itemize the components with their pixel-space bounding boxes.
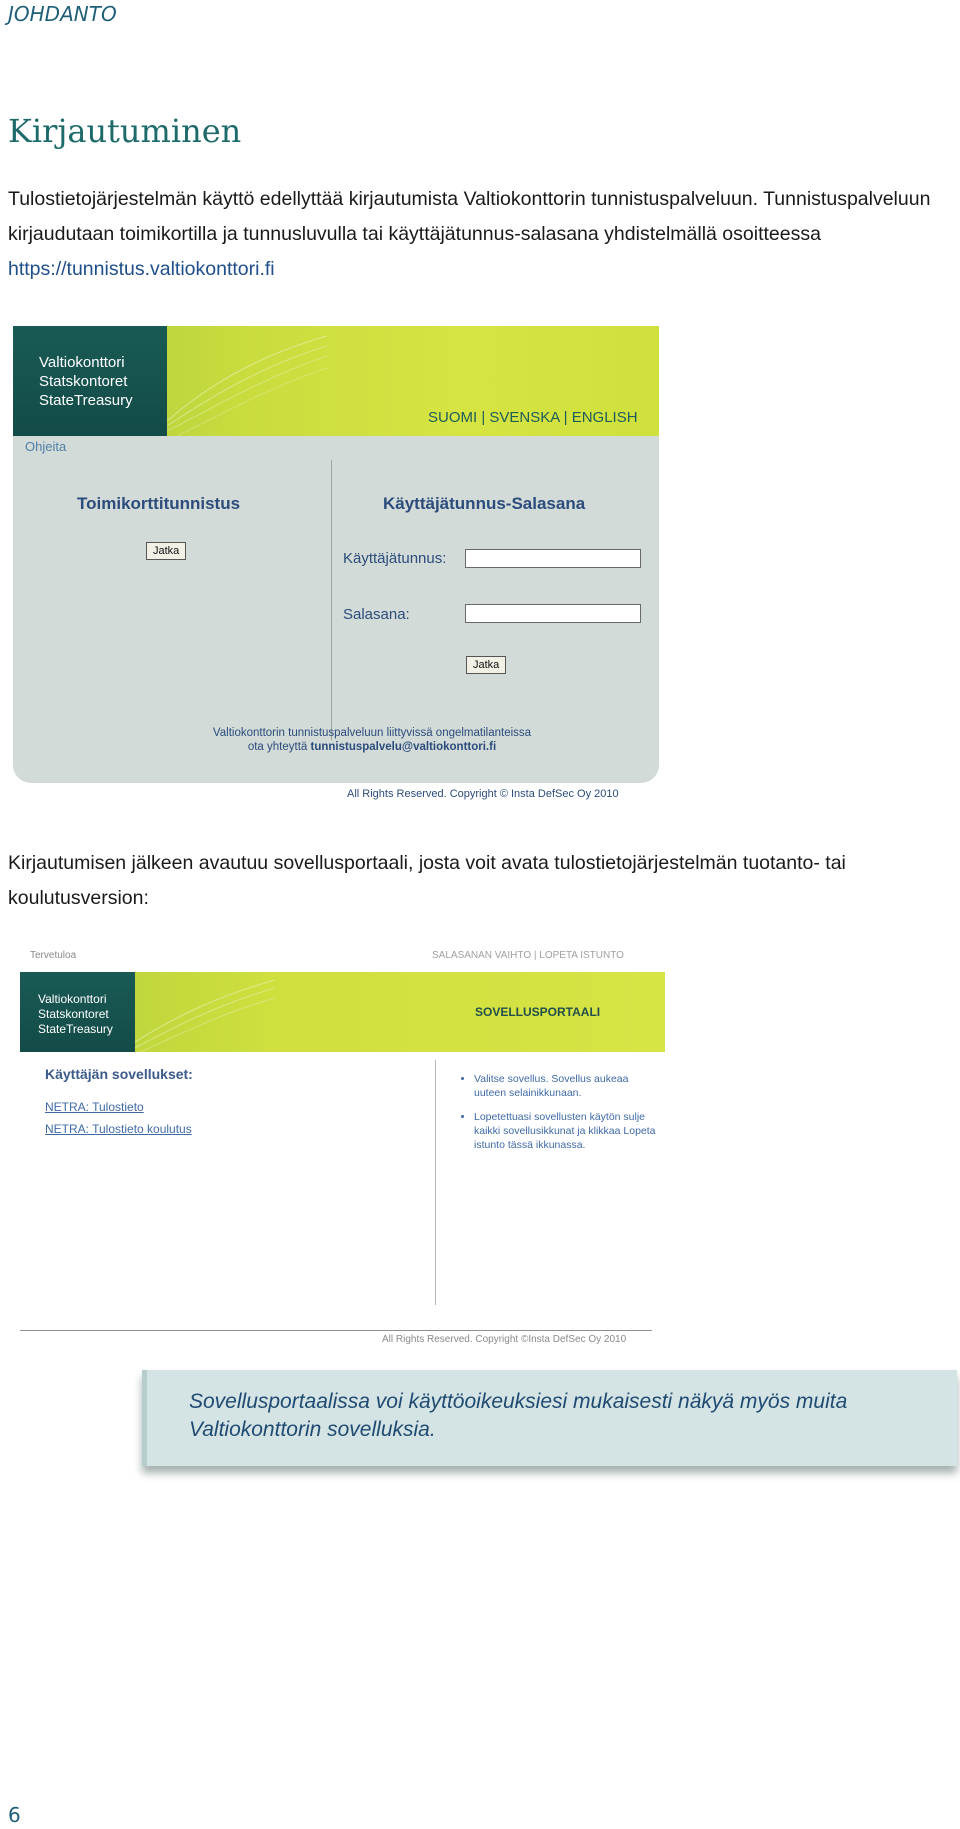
page-number: 6 bbox=[8, 1803, 21, 1827]
portal-header bbox=[20, 972, 665, 1052]
logo-line: Statskontoret bbox=[38, 1007, 109, 1021]
app-link-netra-tulostieto[interactable]: NETRA: Tulostieto bbox=[45, 1100, 144, 1114]
section-label: JOHDANTO bbox=[8, 2, 117, 26]
portal-body bbox=[20, 1052, 665, 1334]
portal-top-links: SALASANAN VAIHTO | LOPETA ISTUNTO bbox=[432, 950, 624, 961]
password-input[interactable] bbox=[465, 604, 641, 623]
logo-line: StateTreasury bbox=[38, 1022, 113, 1036]
app-link-netra-tulostieto-koulutus[interactable]: NETRA: Tulostieto koulutus bbox=[45, 1122, 192, 1136]
lang-english-link[interactable]: ENGLISH bbox=[571, 409, 638, 426]
username-input[interactable] bbox=[465, 549, 641, 568]
intro-paragraph bbox=[8, 182, 953, 287]
help-link[interactable]: Ohjeita bbox=[25, 439, 67, 454]
portal-instructions bbox=[460, 1072, 659, 1162]
login-body bbox=[13, 436, 659, 783]
header-swirl-decoration bbox=[167, 326, 327, 436]
valtiokonttori-logo bbox=[13, 326, 167, 436]
column-divider bbox=[435, 1060, 436, 1305]
logo-line: StateTreasury bbox=[39, 392, 133, 409]
footer-divider bbox=[20, 1330, 652, 1331]
instruction-item: • Lopetettuasi sovellusten käytön sulje kaikki sovellusikkunat ja klikkaa Lopeta istunto tässä ikkunassa. bbox=[474, 1110, 659, 1152]
password-continue-button[interactable]: Jatka bbox=[466, 656, 506, 674]
logo-line: Valtiokonttori bbox=[39, 354, 125, 371]
info-note bbox=[142, 1370, 957, 1466]
info-note-text: Sovellusportaalissa voi käyttöoikeuksiesi mukaisesti näkyä myös muita Valtiokonttorin sovelluksia. bbox=[189, 1390, 848, 1441]
header-swirl-decoration bbox=[135, 972, 275, 1052]
welcome-text: Tervetuloa bbox=[30, 950, 77, 961]
logo-line: Valtiokonttori bbox=[38, 992, 107, 1006]
portal-title: SOVELLUSPORTAALI bbox=[475, 1005, 601, 1019]
password-label: Salasana: bbox=[343, 606, 410, 623]
login-copyright: All Rights Reserved. Copyright © Insta DefSec Oy 2010 bbox=[347, 788, 619, 800]
portal-screenshot bbox=[20, 948, 665, 1348]
support-prefix: ota yhteyttä bbox=[247, 741, 311, 753]
support-email[interactable]: tunnistuspalvelu@valtiokonttori.fi bbox=[310, 741, 497, 753]
login-header bbox=[13, 326, 659, 436]
lang-svenska-link[interactable]: SVENSKA bbox=[489, 409, 560, 426]
support-note bbox=[49, 726, 695, 754]
column-divider bbox=[331, 460, 332, 740]
portal-copyright: All Rights Reserved. Copyright ©Insta DefSec Oy 2010 bbox=[382, 1334, 627, 1345]
support-line: Valtiokonttorin tunnistuspalveluun liittyvissä ongelmatilanteissa bbox=[212, 727, 532, 739]
language-selector: SUOMI | SVENSKA | ENGLISH bbox=[428, 409, 638, 426]
valtiokonttori-logo bbox=[20, 972, 135, 1052]
logo-line: Statskontoret bbox=[39, 373, 128, 390]
instruction-item: • Valitse sovellus. Sovellus aukeaa uuteen selainikkunaan. bbox=[474, 1072, 659, 1100]
intro-text: Tulostietojärjestelmän käyttö edellyttää kirjautumista Valtiokonttorin tunnistuspalveluun. Tunnistuspalveluun kirjaudutaan toimikortilla ja tunnusluvulla tai käyttäjätunnus-salasana yhdistelmällä osoitteessa bbox=[8, 188, 931, 245]
username-label: Käyttäjätunnus: bbox=[343, 550, 447, 567]
portal-intro-paragraph: Kirjautumisen jälkeen avautuu sovellusportaali, josta voit avata tulostietojärjestelmän tuotanto- tai koulutusversion: bbox=[8, 852, 846, 909]
page-title: Kirjautuminen bbox=[8, 112, 242, 150]
user-apps-heading: Käyttäjän sovellukset: bbox=[45, 1066, 193, 1082]
tunnistus-url: https://tunnistus.valtiokonttori.fi bbox=[8, 258, 275, 280]
logout-link[interactable]: LOPETA ISTUNTO bbox=[539, 950, 624, 961]
password-auth-heading: Käyttäjätunnus-Salasana bbox=[383, 494, 586, 513]
card-auth-heading: Toimikorttitunnistus bbox=[77, 494, 241, 513]
login-screenshot bbox=[13, 326, 659, 800]
card-continue-button[interactable]: Jatka bbox=[146, 542, 186, 560]
change-password-link[interactable]: SALASANAN VAIHTO bbox=[432, 950, 532, 961]
lang-suomi-link[interactable]: SUOMI bbox=[428, 409, 478, 426]
portal-topbar bbox=[20, 948, 665, 970]
